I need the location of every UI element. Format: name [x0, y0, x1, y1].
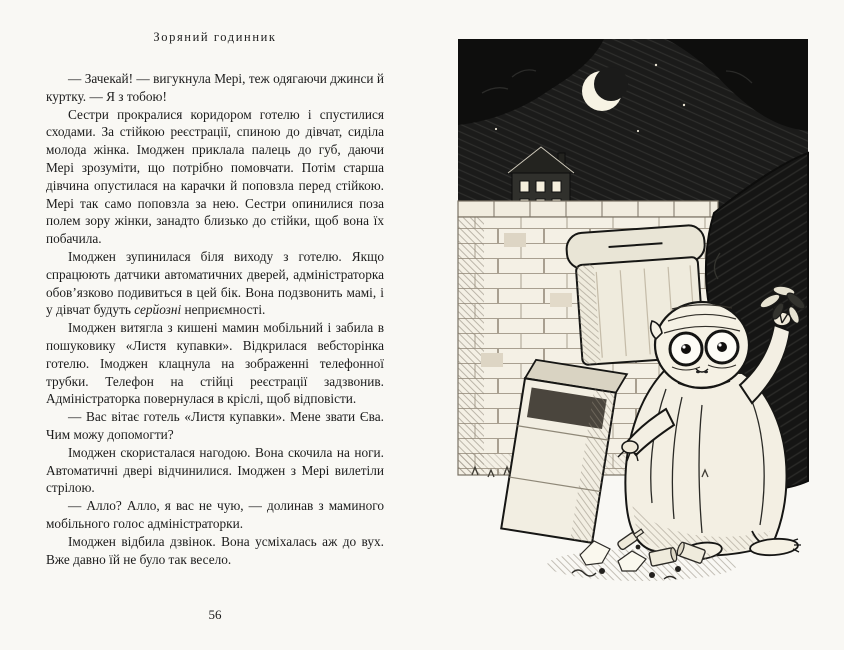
- paragraph: Імоджен відбила дзвінок. Вона усміхалась аж до вух. Вже давно їй не було так весело.: [46, 533, 384, 567]
- page-number: 56: [208, 607, 222, 622]
- paragraph: — Зачекай! — вигукнула Мері, теж одягаючи джинси й куртку. — Я з тобою!: [46, 71, 384, 104]
- paragraph: — Алло? Алло, я вас не чую, — долинав з маминого мобільного голос адміністраторки.: [46, 498, 384, 531]
- body-text: [46, 70, 384, 568]
- running-header: Зоряний годинник: [153, 30, 277, 44]
- left-page: [46, 30, 384, 568]
- illustration-svg: [452, 33, 814, 593]
- paragraph: Імоджен витягла з кишені мамин мобільний і забила в пошуковику «Листя купавки». Відкрилася вебсторінка готелю. Імоджен клацнула на зображенні телефонної трубки. Телефон на стійці реєстрації задзвонив. Адміністраторка повернулася в кріслі, щоб відповісти.: [46, 320, 384, 407]
- paragraph: Імоджен зупинилася біля виходу з готелю. Якщо спрацюють датчики автоматичних дверей, адміністраторка обов’язково подивиться в цей бік. Вона подзвонить мамі, і у дівчат будуть серйозні неприємності.: [46, 248, 384, 318]
- paragraph: Імоджен скористалася нагодою. Вона скочила на ноги. Автоматичні двері відчинилися. Імоджен з Мері вилетіли стрілою.: [46, 444, 384, 496]
- paragraph: — Вас вітає готель «Листя купавки». Мене звати Єва. Чим можу допомогти?: [46, 409, 384, 442]
- illustration: [452, 33, 814, 593]
- left-hand: [622, 441, 638, 453]
- paragraph: Сестри прокралися коридором готелю і спустилися сходами. За стійкою реєстрації, спиною до дівчат, сиділа молода жінка. Імоджен приклала палець до губ, даючи Мері зрозуміти, що потрібно помовчати. Потім старша дівчина опустилася на карачки й поповзла перед стійкою. Мері так само поповзла за нею. Сестри опинилися поза полем зору жінки, занадто близько до стійки, щоб вона їх побачила.: [46, 106, 384, 247]
